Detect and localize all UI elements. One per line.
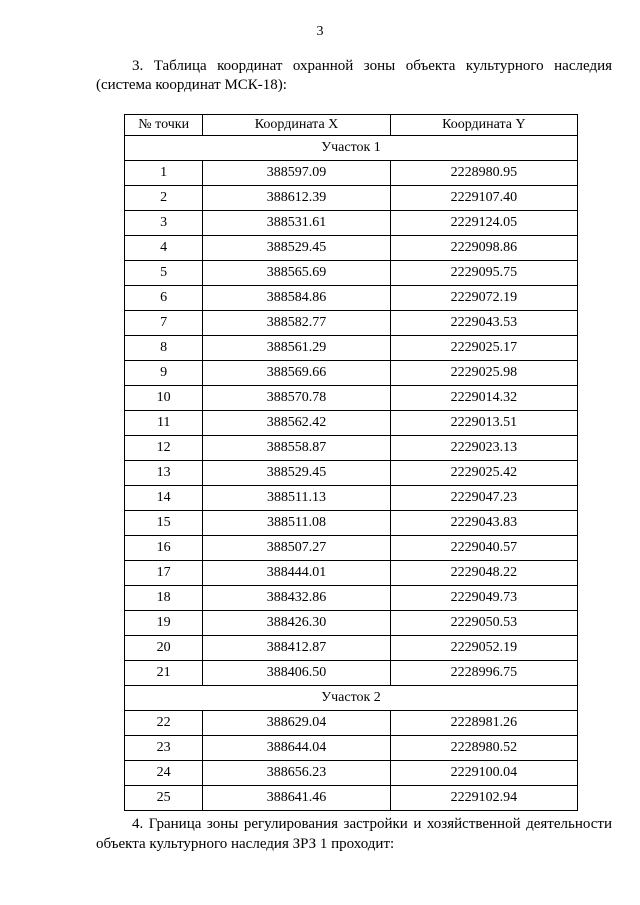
cell-point-number: 15 — [125, 511, 203, 536]
cell-coordinate-x: 388570.78 — [203, 386, 390, 411]
cell-point-number: 18 — [125, 586, 203, 611]
cell-coordinate-y: 2229043.83 — [390, 511, 577, 536]
page-number: 3 — [316, 24, 324, 39]
cell-coordinate-x: 388656.23 — [203, 761, 390, 786]
cell-point-number: 11 — [125, 411, 203, 436]
cell-coordinate-y: 2228996.75 — [390, 661, 577, 686]
table-row — [125, 211, 578, 236]
cell-coordinate-y: 2229124.05 — [390, 211, 577, 236]
cell-coordinate-y: 2229047.23 — [390, 486, 577, 511]
cell-coordinate-y: 2228980.95 — [390, 161, 577, 186]
table-row — [125, 286, 578, 311]
cell-point-number: 17 — [125, 561, 203, 586]
cell-coordinate-x: 388582.77 — [203, 311, 390, 336]
next-section-line-2: объекта культурного наследия ЗРЗ 1 проходит: — [96, 836, 395, 852]
coordinates-table — [124, 114, 578, 811]
header-point-number: № точки — [125, 115, 203, 136]
cell-coordinate-y: 2229102.94 — [390, 786, 577, 811]
cell-coordinate-y: 2229095.75 — [390, 261, 577, 286]
cell-point-number: 13 — [125, 461, 203, 486]
cell-coordinate-x: 388529.45 — [203, 236, 390, 261]
cell-coordinate-x: 388565.69 — [203, 261, 390, 286]
cell-point-number: 9 — [125, 361, 203, 386]
cell-coordinate-x: 388511.08 — [203, 511, 390, 536]
cell-point-number: 21 — [125, 661, 203, 686]
cell-coordinate-y: 2229098.86 — [390, 236, 577, 261]
cell-point-number: 2 — [125, 186, 203, 211]
table-row — [125, 261, 578, 286]
cell-coordinate-x: 388562.42 — [203, 411, 390, 436]
cell-point-number: 7 — [125, 311, 203, 336]
header-coordinate-x: Координата X — [203, 115, 390, 136]
table-row — [125, 336, 578, 361]
cell-point-number: 10 — [125, 386, 203, 411]
cell-coordinate-y: 2229023.13 — [390, 436, 577, 461]
cell-point-number: 5 — [125, 261, 203, 286]
cell-coordinate-x: 388412.87 — [203, 636, 390, 661]
cell-point-number: 20 — [125, 636, 203, 661]
cell-point-number: 1 — [125, 161, 203, 186]
table-row — [125, 586, 578, 611]
cell-coordinate-y: 2229072.19 — [390, 286, 577, 311]
table-row — [125, 311, 578, 336]
cell-coordinate-y: 2229050.53 — [390, 611, 577, 636]
table-row — [125, 536, 578, 561]
cell-point-number: 3 — [125, 211, 203, 236]
section-heading-line-1: 3. Таблица координат охранной зоны объекта культурного наследия — [132, 58, 612, 74]
cell-coordinate-x: 388597.09 — [203, 161, 390, 186]
cell-point-number: 24 — [125, 761, 203, 786]
table-row — [125, 611, 578, 636]
cell-coordinate-x: 388529.45 — [203, 461, 390, 486]
table-row — [125, 161, 578, 186]
cell-coordinate-x: 388569.66 — [203, 361, 390, 386]
table-row — [125, 636, 578, 661]
table-row — [125, 411, 578, 436]
table-row — [125, 461, 578, 486]
cell-point-number: 6 — [125, 286, 203, 311]
cell-point-number: 19 — [125, 611, 203, 636]
table-row — [125, 736, 578, 761]
cell-point-number: 14 — [125, 486, 203, 511]
section-title: Участок 2 — [125, 686, 578, 711]
cell-coordinate-x: 388629.04 — [203, 711, 390, 736]
cell-point-number: 22 — [125, 711, 203, 736]
coordinates-table-body — [125, 136, 578, 811]
cell-coordinate-y: 2229040.57 — [390, 536, 577, 561]
table-row — [125, 561, 578, 586]
next-section-line-1: 4. Граница зоны регулирования застройки и хозяйственной деятельности — [132, 816, 612, 832]
table-row — [125, 661, 578, 686]
cell-coordinate-y: 2229052.19 — [390, 636, 577, 661]
cell-point-number: 16 — [125, 536, 203, 561]
header-coordinate-y: Координата Y — [390, 115, 577, 136]
table-row — [125, 761, 578, 786]
cell-coordinate-x: 388406.50 — [203, 661, 390, 686]
section-title-row — [125, 136, 578, 161]
table-row — [125, 711, 578, 736]
table-row — [125, 236, 578, 261]
table-row — [125, 186, 578, 211]
cell-coordinate-y: 2229013.51 — [390, 411, 577, 436]
cell-coordinate-y: 2229100.04 — [390, 761, 577, 786]
cell-coordinate-y: 2229025.42 — [390, 461, 577, 486]
cell-coordinate-x: 388644.04 — [203, 736, 390, 761]
table-row — [125, 786, 578, 811]
table-row — [125, 436, 578, 461]
table-row — [125, 361, 578, 386]
cell-point-number: 4 — [125, 236, 203, 261]
cell-point-number: 25 — [125, 786, 203, 811]
section-heading-line-2: (система координат МСК-18): — [96, 77, 287, 93]
cell-coordinate-x: 388511.13 — [203, 486, 390, 511]
next-section-text — [96, 814, 612, 854]
cell-coordinate-y: 2229107.40 — [390, 186, 577, 211]
cell-coordinate-x: 388584.86 — [203, 286, 390, 311]
cell-coordinate-y: 2229025.98 — [390, 361, 577, 386]
table-row — [125, 511, 578, 536]
cell-coordinate-y: 2229049.73 — [390, 586, 577, 611]
cell-point-number: 8 — [125, 336, 203, 361]
section-heading — [96, 57, 612, 95]
table-header-row — [125, 115, 578, 136]
section-title-row — [125, 686, 578, 711]
cell-coordinate-x: 388531.61 — [203, 211, 390, 236]
cell-coordinate-x: 388558.87 — [203, 436, 390, 461]
cell-coordinate-x: 388432.86 — [203, 586, 390, 611]
cell-coordinate-x: 388444.01 — [203, 561, 390, 586]
cell-coordinate-x: 388561.29 — [203, 336, 390, 361]
cell-point-number: 12 — [125, 436, 203, 461]
cell-coordinate-y: 2229043.53 — [390, 311, 577, 336]
cell-coordinate-y: 2229025.17 — [390, 336, 577, 361]
table-row — [125, 486, 578, 511]
cell-point-number: 23 — [125, 736, 203, 761]
cell-coordinate-y: 2228981.26 — [390, 711, 577, 736]
cell-coordinate-y: 2229014.32 — [390, 386, 577, 411]
section-title: Участок 1 — [125, 136, 578, 161]
table-row — [125, 386, 578, 411]
cell-coordinate-x: 388612.39 — [203, 186, 390, 211]
cell-coordinate-y: 2229048.22 — [390, 561, 577, 586]
cell-coordinate-x: 388641.46 — [203, 786, 390, 811]
cell-coordinate-x: 388507.27 — [203, 536, 390, 561]
cell-coordinate-y: 2228980.52 — [390, 736, 577, 761]
cell-coordinate-x: 388426.30 — [203, 611, 390, 636]
